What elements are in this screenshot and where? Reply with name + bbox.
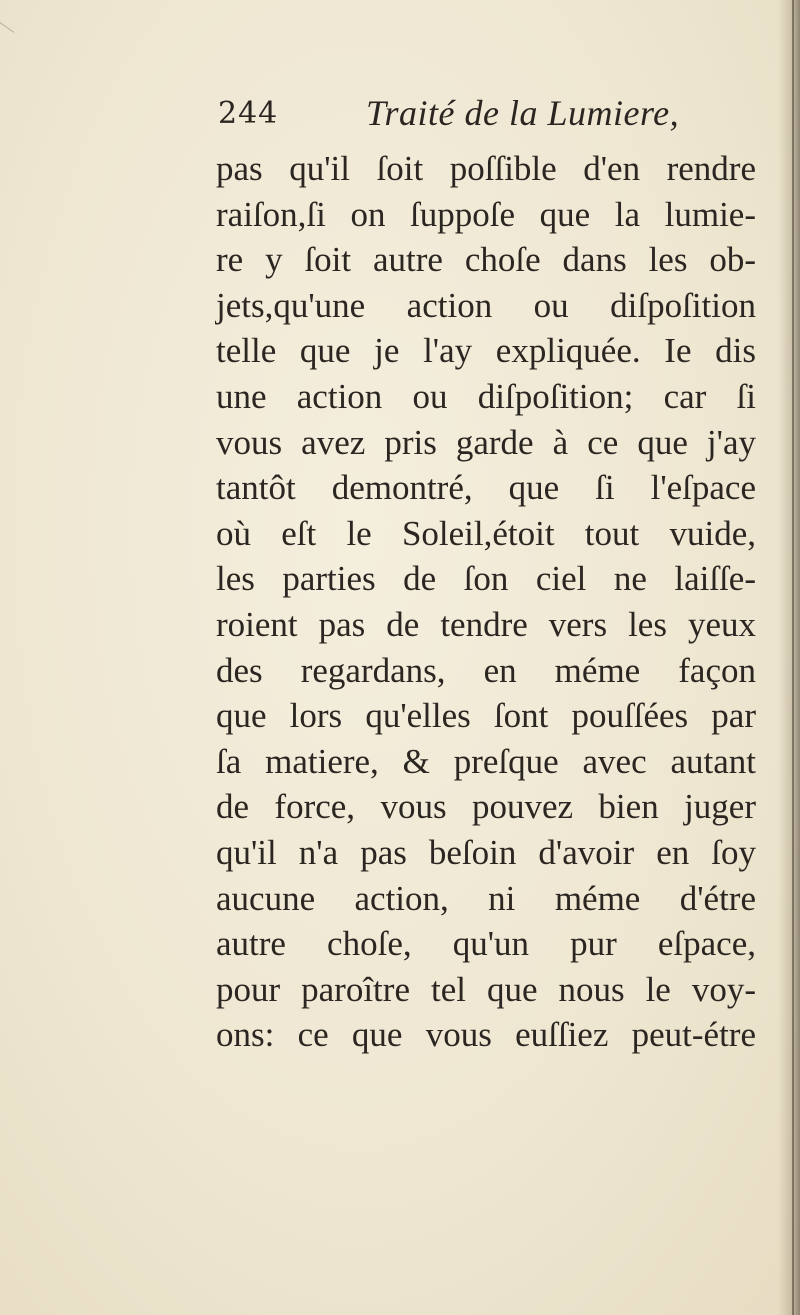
- text-line: de force, vous pouvez bien juger: [216, 787, 756, 827]
- text-line: autre choſe, qu'un pur eſpace,: [216, 924, 756, 964]
- body-text: [216, 146, 756, 1058]
- text-line: re y ſoit autre choſe dans les ob-: [216, 240, 756, 280]
- text-line: où eſt le Soleil,étoit tout vuide,: [216, 513, 756, 553]
- page-number: 244: [218, 96, 279, 131]
- text-line: qu'il n'a pas beſoin d'avoir en ſoy: [216, 832, 756, 872]
- text-line: vous avez pris garde à ce que j'ay: [216, 422, 756, 462]
- text-line: jets,qu'une action ou diſpoſition: [216, 285, 756, 325]
- text-line: des regardans, en méme façon: [216, 650, 756, 690]
- text-line: telle que je l'ay expliquée. Ie dis: [216, 331, 756, 371]
- text-line: une action ou diſpoſition; car ſi: [216, 376, 756, 416]
- text-line: ons: ce que vous euſſiez peut-étre: [216, 1015, 756, 1055]
- text-line: pas qu'il ſoit poſſible d'en rendre: [216, 149, 756, 188]
- page-gutter-edge: [792, 0, 794, 1315]
- text-line: que lors qu'elles ſont pouſſées par: [216, 696, 756, 736]
- page-header: [218, 92, 738, 142]
- running-title: Traité de la Lumiere,: [366, 93, 680, 133]
- text-line: les parties de ſon ciel ne laiſſe-: [216, 559, 756, 599]
- text-line: raiſon,ſi on ſuppoſe que la lumie-: [216, 194, 756, 234]
- text-line: pour paroître tel que nous le voy-: [216, 969, 756, 1009]
- text-line: tantôt demontré, que ſi l'eſpace: [216, 468, 756, 508]
- text-line: roient pas de tendre vers les yeux: [216, 604, 756, 644]
- page-gutter-shadow: [778, 0, 800, 1315]
- page-corner-mark: [0, 0, 25, 33]
- text-line: aucune action, ni méme d'étre: [216, 878, 756, 918]
- text-line: ſa matiere, & preſque avec autant: [216, 741, 756, 781]
